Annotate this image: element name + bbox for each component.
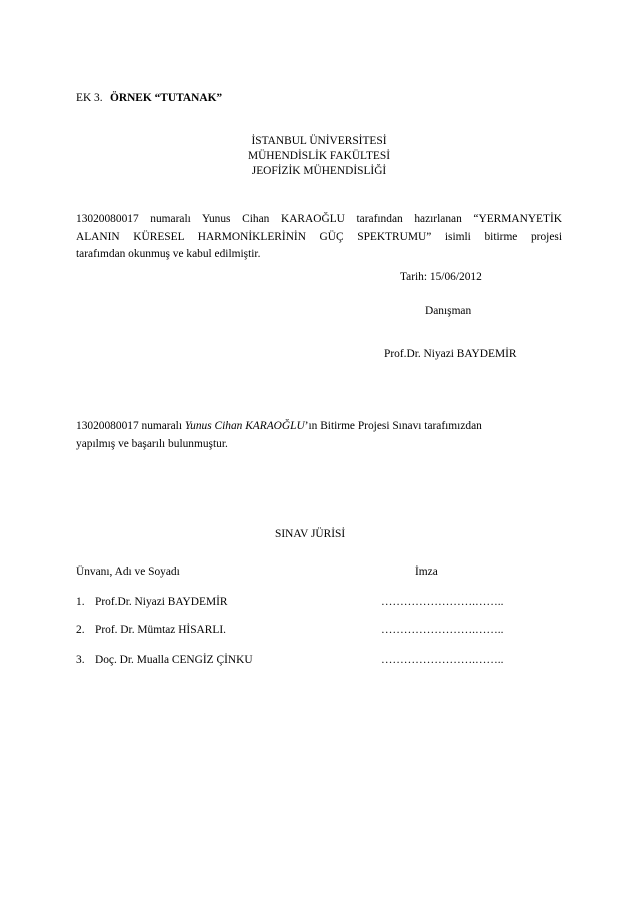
department-name: JEOFİZİK MÜHENDİSLİĞİ: [251, 165, 387, 177]
jury-member-row: [76, 654, 562, 668]
signature-line: …………………….……..: [381, 624, 504, 636]
jury-signature-header: İmza: [415, 566, 438, 578]
statement-line-2: ALANIN KÜRESEL HARMONİKLERİNİN GÜÇ SPEKTRUMU” isimli bitirme projesi: [76, 230, 562, 243]
statement-line-3: tarafımdan okunmuş ve kabul edilmiştir.: [76, 248, 261, 260]
advisor-role: Danışman: [425, 305, 472, 317]
advisor-name: Prof.Dr. Niyazi BAYDEMİR: [384, 348, 517, 360]
signature-line: …………………….……..: [381, 654, 504, 666]
result-prefix: 13020080017 numaralı: [76, 420, 185, 432]
jury-name-header: Ünvanı, Adı ve Soyadı: [76, 566, 180, 578]
annex-label: EK 3.: [76, 92, 103, 104]
jury-member-name: Prof. Dr. Mümtaz HİSARLI.: [95, 624, 226, 636]
institution-block: [0, 134, 638, 179]
result-line-1: [76, 418, 562, 436]
faculty-name: MÜHENDİSLİK FAKÜLTESİ: [247, 150, 391, 162]
statement-line-1: 13020080017 numaralı Yunus Cihan KARAOĞLU tarafından hazırlanan “YERMANYETİK: [76, 213, 562, 225]
document-title: ÖRNEK “TUTANAK”: [110, 92, 223, 104]
jury-member-number: 2.: [76, 624, 85, 636]
student-name: Yunus Cihan KARAOĞLU: [184, 420, 305, 432]
jury-member-number: 3.: [76, 654, 85, 666]
jury-title: SINAV JÜRİSİ: [275, 528, 346, 540]
jury-member-name: Doç. Dr. Mualla CENGİZ ÇİNKU: [95, 654, 253, 666]
jury-member-number: 1.: [76, 596, 85, 608]
jury-member-row: [76, 596, 562, 610]
result-suffix: ’ın Bitirme Projesi Sınavı tarafımızdan: [304, 420, 482, 432]
approval-statement: [76, 211, 562, 264]
result-line-2: yapılmış ve başarılı bulunmuştur.: [76, 437, 228, 450]
signature-line: …………………….……..: [381, 596, 504, 608]
jury-member-row: [76, 624, 562, 638]
date-line: Tarih: 15/06/2012: [400, 271, 482, 283]
jury-member-name: Prof.Dr. Niyazi BAYDEMİR: [95, 596, 228, 608]
university-name: İSTANBUL ÜNİVERSİTESİ: [251, 135, 387, 147]
result-statement: [76, 418, 562, 453]
